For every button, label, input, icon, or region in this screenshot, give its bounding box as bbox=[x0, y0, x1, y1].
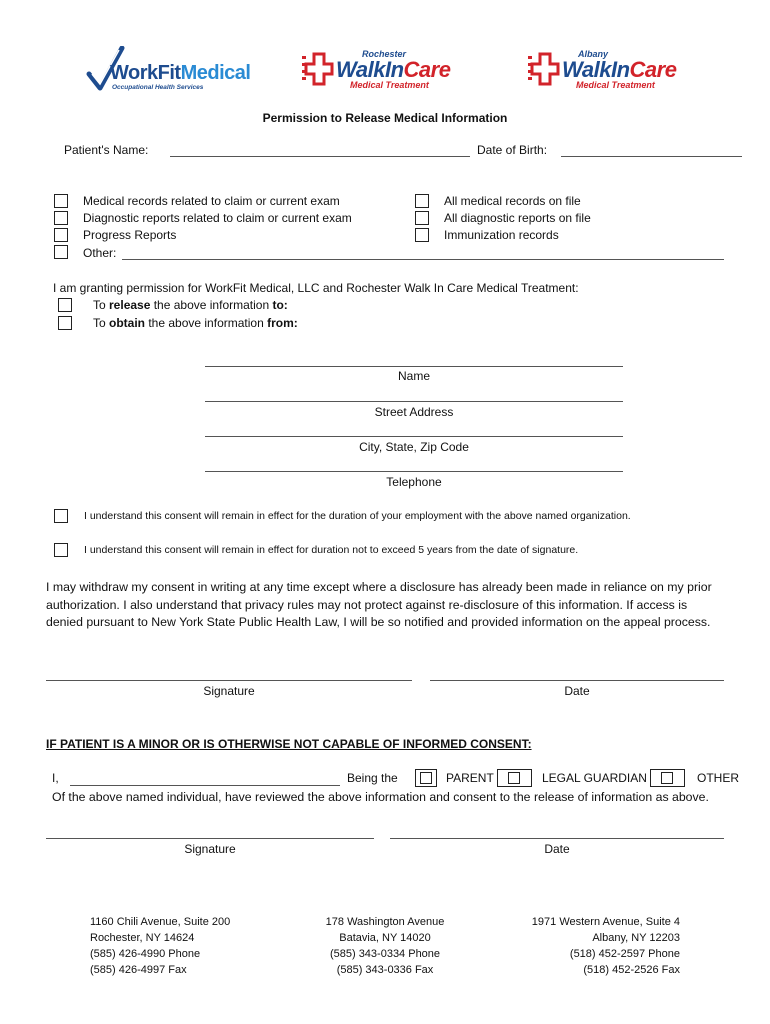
address-phone: (585) 343-0334 Phone bbox=[329, 948, 441, 960]
legal-guardian-label: LEGAL GUARDIAN bbox=[542, 771, 647, 785]
other-label: OTHER bbox=[697, 771, 739, 785]
record-option: Progress Reports bbox=[83, 228, 177, 242]
obtain-bold: obtain bbox=[109, 316, 146, 330]
release-checkbox[interactable] bbox=[58, 298, 72, 312]
consent-employment-checkbox[interactable] bbox=[54, 509, 68, 523]
address-fax: (585) 343-0336 Fax bbox=[336, 964, 434, 976]
records-checkbox-5[interactable] bbox=[415, 194, 429, 208]
recipient-street-label: Street Address bbox=[374, 405, 454, 419]
other-field[interactable] bbox=[122, 259, 724, 260]
record-option: Medical records related to claim or current exam bbox=[83, 194, 340, 208]
guardian-signature-label: Signature bbox=[184, 842, 236, 856]
records-checkbox-4[interactable] bbox=[54, 245, 68, 259]
record-option-other: Other: bbox=[83, 246, 117, 260]
address-line: Albany, NY 12203 bbox=[592, 932, 680, 944]
guardian-name-field[interactable] bbox=[70, 785, 340, 786]
medical-cross-icon bbox=[526, 50, 560, 90]
workfit-tagline: Occupational Health Services bbox=[112, 84, 204, 91]
release-option bbox=[93, 298, 288, 312]
consent-employment-text: I understand this consent will remain in effect for the duration of your employment with the above named organization. bbox=[84, 510, 631, 522]
rochester-city: Rochester bbox=[362, 49, 407, 59]
address-rochester bbox=[90, 914, 250, 978]
address-line: Rochester, NY 14624 bbox=[90, 932, 195, 944]
obtain-pre: To bbox=[93, 316, 110, 330]
albany-name-b: Care bbox=[629, 57, 677, 82]
address-line: 1160 Chili Avenue, Suite 200 bbox=[90, 916, 231, 928]
record-option: Immunization records bbox=[444, 228, 559, 242]
records-checkbox-2[interactable] bbox=[54, 211, 68, 225]
withdraw-paragraph: I may withdraw my consent in writing at any time except where a disclosure has already been made in reliance on my prior authorization. I also understand that privacy rules may not protect against re-disclosure of this information. If access is denied pursuant to New York State Public Health Law, I will be so notified and provided information on the appeal process. bbox=[46, 580, 712, 629]
recipient-city-field[interactable] bbox=[205, 436, 623, 437]
address-albany bbox=[510, 914, 680, 978]
address-phone: (585) 426-4990 Phone bbox=[90, 948, 201, 960]
workfit-name-a: WorkFit bbox=[110, 62, 181, 84]
record-option: All diagnostic reports on file bbox=[444, 211, 591, 225]
obtain-checkbox[interactable] bbox=[58, 316, 72, 330]
address-fax: (585) 426-4997 Fax bbox=[90, 964, 187, 976]
release-pre: To bbox=[93, 298, 110, 312]
patient-name-label: Patient's Name: bbox=[64, 143, 149, 157]
guardian-signature-field[interactable] bbox=[46, 838, 374, 839]
signature-label: Signature bbox=[203, 684, 255, 698]
recipient-phone-label: Telephone bbox=[386, 475, 442, 489]
granting-text: I am granting permission for WorkFit Medical, LLC and Rochester Walk In Care Medical Treatment: bbox=[53, 281, 579, 295]
minor-i-label: I, bbox=[52, 771, 59, 785]
dob-field[interactable] bbox=[561, 156, 742, 157]
address-line: Batavia, NY 14020 bbox=[339, 932, 431, 944]
guardian-date-label: Date bbox=[544, 842, 570, 856]
albany-walkincare-logo bbox=[526, 46, 696, 94]
signature-field[interactable] bbox=[46, 680, 412, 681]
rochester-name-b: Care bbox=[403, 57, 451, 82]
parent-checkbox-inner bbox=[420, 772, 432, 784]
minor-statement: Of the above named individual, have reviewed the above information and consent to the release of information as above. bbox=[52, 790, 709, 804]
rochester-walkincare-logo bbox=[300, 46, 470, 94]
workfit-name-b: Medical bbox=[180, 62, 251, 84]
consent-5years-text: I understand this consent will remain in effect for duration not to exceed 5 years from the date of signature. bbox=[84, 544, 579, 556]
page-title: Permission to Release Medical Information bbox=[262, 111, 508, 125]
records-checkbox-7[interactable] bbox=[415, 228, 429, 242]
records-checkbox-6[interactable] bbox=[415, 211, 429, 225]
being-the-label: Being the bbox=[347, 771, 398, 785]
recipient-street-field[interactable] bbox=[205, 401, 623, 402]
recipient-name-label: Name bbox=[397, 369, 430, 383]
workfit-logo bbox=[86, 46, 251, 96]
rochester-tagline: Medical Treatment bbox=[350, 80, 429, 90]
recipient-phone-field[interactable] bbox=[205, 471, 623, 472]
consent-5years-checkbox[interactable] bbox=[54, 543, 68, 557]
medical-cross-icon bbox=[300, 50, 334, 90]
address-phone: (518) 452-2597 Phone bbox=[569, 948, 680, 960]
albany-tagline: Medical Treatment bbox=[576, 80, 655, 90]
obtain-mid: the above information bbox=[145, 316, 268, 330]
obtain-end: from: bbox=[267, 316, 298, 330]
release-end: to: bbox=[272, 298, 288, 312]
address-line: 1971 Western Avenue, Suite 4 bbox=[531, 916, 680, 928]
release-bold: release bbox=[109, 298, 151, 312]
albany-name-a: WalkIn bbox=[562, 57, 630, 82]
release-mid: the above information bbox=[150, 298, 273, 312]
address-batavia bbox=[300, 914, 470, 978]
record-option: All medical records on file bbox=[444, 194, 581, 208]
records-checkbox-1[interactable] bbox=[54, 194, 68, 208]
other-checkbox-inner bbox=[661, 772, 673, 784]
legal-guardian-checkbox-inner bbox=[508, 772, 520, 784]
minor-heading: IF PATIENT IS A MINOR OR IS OTHERWISE NOT CAPABLE OF INFORMED CONSENT: bbox=[46, 737, 532, 751]
rochester-name-a: WalkIn bbox=[336, 57, 404, 82]
address-fax: (518) 452-2526 Fax bbox=[583, 964, 680, 976]
record-option: Diagnostic reports related to claim or current exam bbox=[83, 211, 352, 225]
guardian-date-field[interactable] bbox=[390, 838, 724, 839]
obtain-option bbox=[93, 316, 298, 330]
parent-label: PARENT bbox=[446, 771, 494, 785]
patient-name-field[interactable] bbox=[170, 156, 470, 157]
albany-city: Albany bbox=[578, 49, 609, 59]
date-field[interactable] bbox=[430, 680, 724, 681]
dob-label: Date of Birth: bbox=[477, 143, 548, 157]
recipient-name-field[interactable] bbox=[205, 366, 623, 367]
address-line: 178 Washington Avenue bbox=[325, 916, 445, 928]
date-label: Date bbox=[564, 684, 590, 698]
recipient-city-label: City, State, Zip Code bbox=[359, 440, 469, 454]
records-checkbox-3[interactable] bbox=[54, 228, 68, 242]
